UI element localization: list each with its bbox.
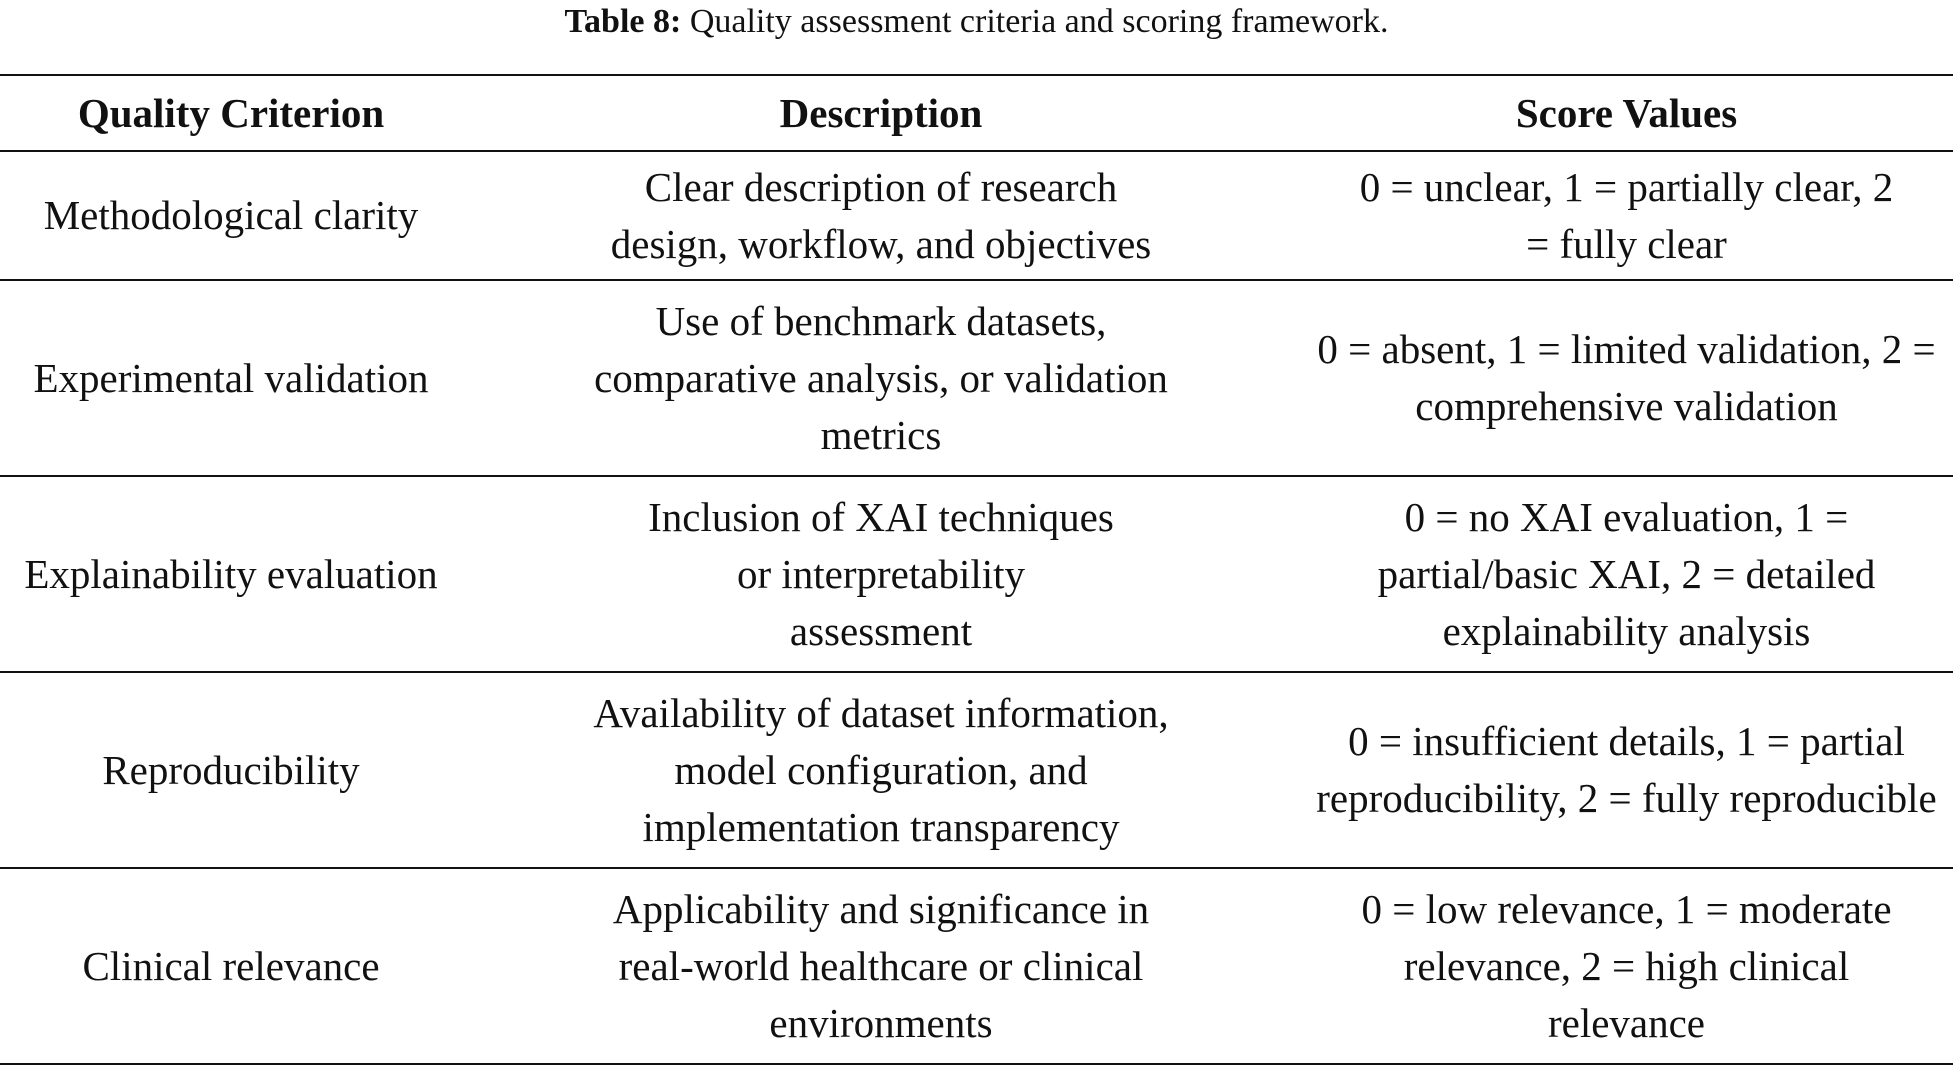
header-description: Description bbox=[462, 75, 1300, 151]
header-score-values: Score Values bbox=[1300, 75, 1953, 151]
cell-score-values: 0 = absent, 1 = limited validation, 2 = comprehensive validation bbox=[1300, 280, 1953, 476]
header-quality-criterion: Quality Criterion bbox=[0, 75, 462, 151]
table-caption-label: Table 8: bbox=[564, 3, 682, 40]
table-row bbox=[0, 672, 1953, 868]
cell-description: Clear description of research design, workflow, and objectives bbox=[462, 151, 1300, 280]
table-row bbox=[0, 476, 1953, 672]
cell-score-values: 0 = unclear, 1 = partially clear, 2 = fully clear bbox=[1300, 151, 1953, 280]
table-row bbox=[0, 868, 1953, 1064]
cell-description: Applicability and significance in real-world healthcare or clinical environments bbox=[462, 868, 1300, 1064]
cell-score-values: 0 = insufficient details, 1 = partial reproducibility, 2 = fully reproducible bbox=[1300, 672, 1953, 868]
cell-criterion: Clinical relevance bbox=[0, 868, 462, 1064]
cell-criterion: Reproducibility bbox=[0, 672, 462, 868]
cell-description: Use of benchmark datasets, comparative analysis, or validation metrics bbox=[462, 280, 1300, 476]
cell-criterion: Experimental validation bbox=[0, 280, 462, 476]
table-caption-text: Quality assessment criteria and scoring framework. bbox=[689, 3, 1389, 40]
cell-score-values: 0 = no XAI evaluation, 1 = partial/basic XAI, 2 = detailed explainability analysis bbox=[1300, 476, 1953, 672]
cell-criterion: Methodological clarity bbox=[0, 151, 462, 280]
quality-assessment-table bbox=[0, 74, 1953, 1065]
table-row bbox=[0, 280, 1953, 476]
cell-criterion: Explainability evaluation bbox=[0, 476, 462, 672]
table-caption bbox=[0, 0, 1953, 52]
cell-description: Availability of dataset information, model configuration, and implementation transparency bbox=[462, 672, 1300, 868]
cell-description: Inclusion of XAI techniques or interpretability assessment bbox=[462, 476, 1300, 672]
table-header-row bbox=[0, 75, 1953, 151]
table-row bbox=[0, 151, 1953, 280]
cell-score-values: 0 = low relevance, 1 = moderate relevance, 2 = high clinical relevance bbox=[1300, 868, 1953, 1064]
